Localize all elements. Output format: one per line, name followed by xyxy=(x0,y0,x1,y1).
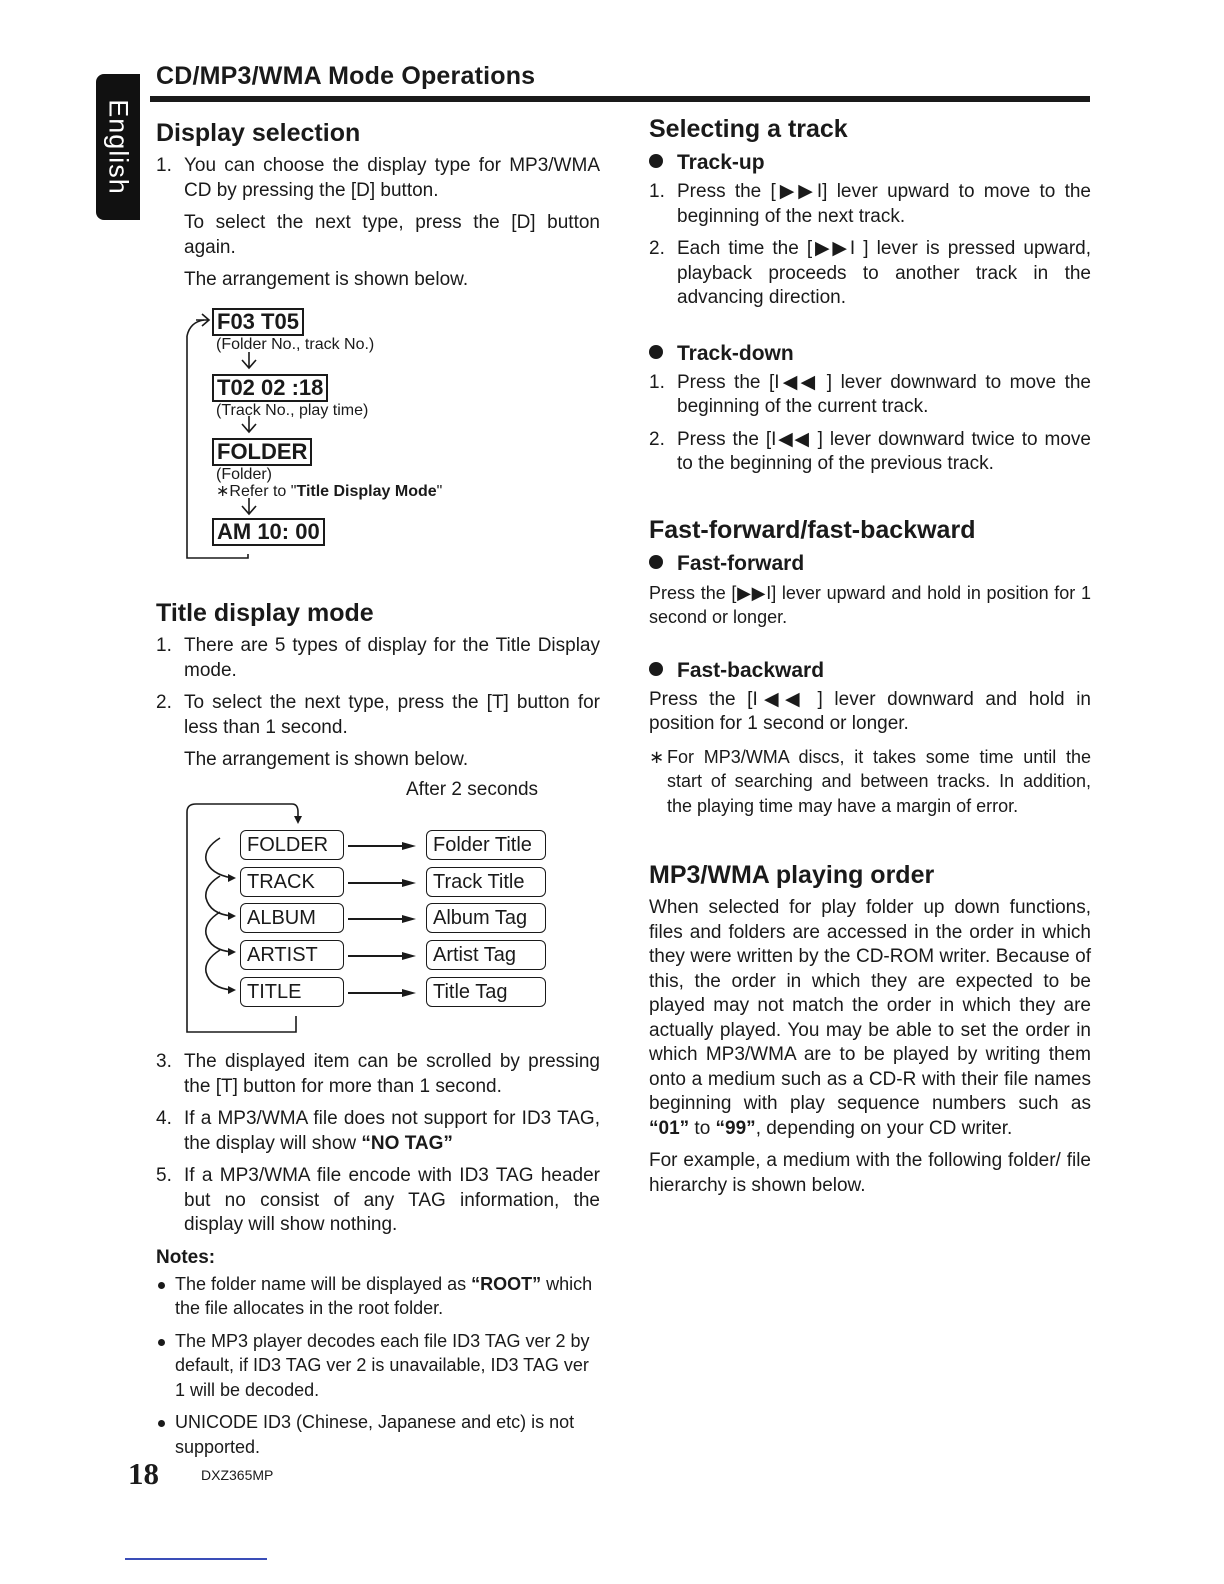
mode-box-album: ALBUM xyxy=(240,903,344,933)
playing-order-heading: MP3/WMA playing order xyxy=(649,861,935,889)
bullet-dot-icon xyxy=(649,345,663,359)
mode-box-title: TITLE xyxy=(240,977,344,1007)
title-mode-diagram xyxy=(184,776,564,1036)
page-number: 18 xyxy=(128,1456,159,1491)
display-selection-next: To select the next type, press the [D] button again. xyxy=(184,212,600,258)
bullet-dot-icon xyxy=(649,555,663,569)
model-number: DXZ365MP xyxy=(201,1467,274,1483)
title-display-item: 2. To select the next type, press the [T] button for less than 1 second. xyxy=(156,692,600,738)
lcd-clock: AM 10: 00 xyxy=(212,518,325,546)
playing-order-paragraph: When selected for play folder up down functions, files and folders are accessed in the order in which they were written by the CD-ROM writer. Because of this, the order in which they are expected to be played may not match the order in which they are actually played. You may be able to set the order in which MP3/WMA are to be played by writing them onto a medium such as a CD-R with their file names beginning with play sequence numbers such as “01” to “99”, depending on your CD writer. xyxy=(649,897,1091,1139)
mode-box-track: TRACK xyxy=(240,867,344,897)
fast-heading: Fast-forward/fast-backward xyxy=(649,515,976,544)
track-up-item: 1. Press the [▶▶I] lever upward to move to the beginning of the next track. xyxy=(649,181,1091,227)
result-box-album-tag: Album Tag xyxy=(426,903,546,933)
display-cycle-diagram xyxy=(184,300,484,570)
title-display-arrangement: The arrangement is shown below. xyxy=(184,749,469,770)
result-box-folder-title: Folder Title xyxy=(426,830,546,860)
caption-track-time: (Track No., play time) xyxy=(216,402,369,419)
fast-forward-text: Press the [▶▶I] lever upward and hold in position for 1 second or longer. xyxy=(649,582,1091,627)
title-display-item: 4. If a MP3/WMA file does not support for ID3 TAG, the display will show “NO TAG” xyxy=(156,1108,600,1154)
track-down-item: 1. Press the [I◀◀ ] lever downward to move the beginning of the current track. xyxy=(649,371,1091,417)
title-display-heading: Title display mode xyxy=(156,599,374,627)
title-display-continued xyxy=(156,1050,600,1467)
display-selection-heading: Display selection xyxy=(156,119,361,147)
title-display-item: 1. There are 5 types of display for the Title Display mode. xyxy=(156,635,600,681)
note-item: UNICODE ID3 (Chinese, Japanese and etc) is not supported. xyxy=(156,1410,600,1459)
mode-box-folder: FOLDER xyxy=(240,830,344,860)
left-column xyxy=(156,118,600,301)
right-column xyxy=(649,114,1091,1206)
after-2-seconds-label: After 2 seconds xyxy=(406,779,539,800)
language-side-tab xyxy=(96,74,140,220)
mode-box-artist: ARTIST xyxy=(240,940,344,970)
note-item: The MP3 player decodes each file ID3 TAG ver 2 by default, if ID3 TAG ver 2 is unavailable, ID3 TAG ver 1 will be decoded. xyxy=(156,1329,600,1403)
display-selection-item-1: 1. You can choose the display type for MP3/WMA CD by pressing the [D] button. xyxy=(156,155,600,201)
title-display-item: 5. If a MP3/WMA file encode with ID3 TAG header but no consist of any TAG information, the display will show nothing. xyxy=(156,1165,600,1235)
fast-backward-text: Press the [I◀◀ ] lever downward and hold in position for 1 second or longer. xyxy=(649,688,1091,734)
lcd-track-time: T02 02 :18 xyxy=(212,374,328,402)
caption-folder-track: (Folder No., track No.) xyxy=(216,336,375,353)
result-box-track-title: Track Title xyxy=(426,867,546,897)
note-item: The folder name will be displayed as “ROOT” which the file allocates in the root folder. xyxy=(156,1272,600,1321)
track-down-item: 2. Press the [I◀◀ ] lever downward twice to move to the beginning of the previous track. xyxy=(649,428,1091,474)
lcd-folder-track: F03 T05 xyxy=(212,308,304,336)
fast-note: ∗ For MP3/WMA discs, it takes some time until the start of searching and between tracks. In addition, the playing time may have a margin of error. xyxy=(649,746,1091,816)
notes-label: Notes: xyxy=(156,1246,216,1268)
selecting-track-heading: Selecting a track xyxy=(649,115,848,143)
fast-backward-heading: Fast-backward xyxy=(649,658,1091,684)
title-rule xyxy=(150,96,1090,102)
result-box-title-tag: Title Tag xyxy=(426,977,546,1007)
page-title: CD/MP3/WMA Mode Operations xyxy=(156,62,536,90)
title-display-item: 3. The displayed item can be scrolled by pressing the [T] button for more than 1 second. xyxy=(156,1051,600,1097)
track-down-heading: Track-down xyxy=(649,341,1091,367)
lcd-folder: FOLDER xyxy=(212,438,312,466)
caption-title-mode-reference: ∗Refer to "Title Display Mode" xyxy=(216,483,443,500)
title-display-section xyxy=(156,598,600,781)
result-box-artist-tag: Artist Tag xyxy=(426,940,546,970)
bullet-dot-icon xyxy=(649,154,663,168)
fast-forward-heading: Fast-forward xyxy=(649,551,1091,577)
display-selection-arrangement: The arrangement is shown below. xyxy=(184,269,469,290)
bullet-dot-icon xyxy=(649,662,663,676)
caption-folder: (Folder) xyxy=(216,466,273,483)
side-tab-label: English xyxy=(103,99,134,195)
playing-order-example: For example, a medium with the following folder/ file hierarchy is shown below. xyxy=(649,1150,1091,1196)
track-up-item: 2. Each time the [▶▶I ] lever is pressed upward, playback proceeds to another track in the advancing direction. xyxy=(649,238,1091,308)
footer-blue-line xyxy=(125,1558,267,1560)
track-up-heading: Track-up xyxy=(649,150,1091,176)
